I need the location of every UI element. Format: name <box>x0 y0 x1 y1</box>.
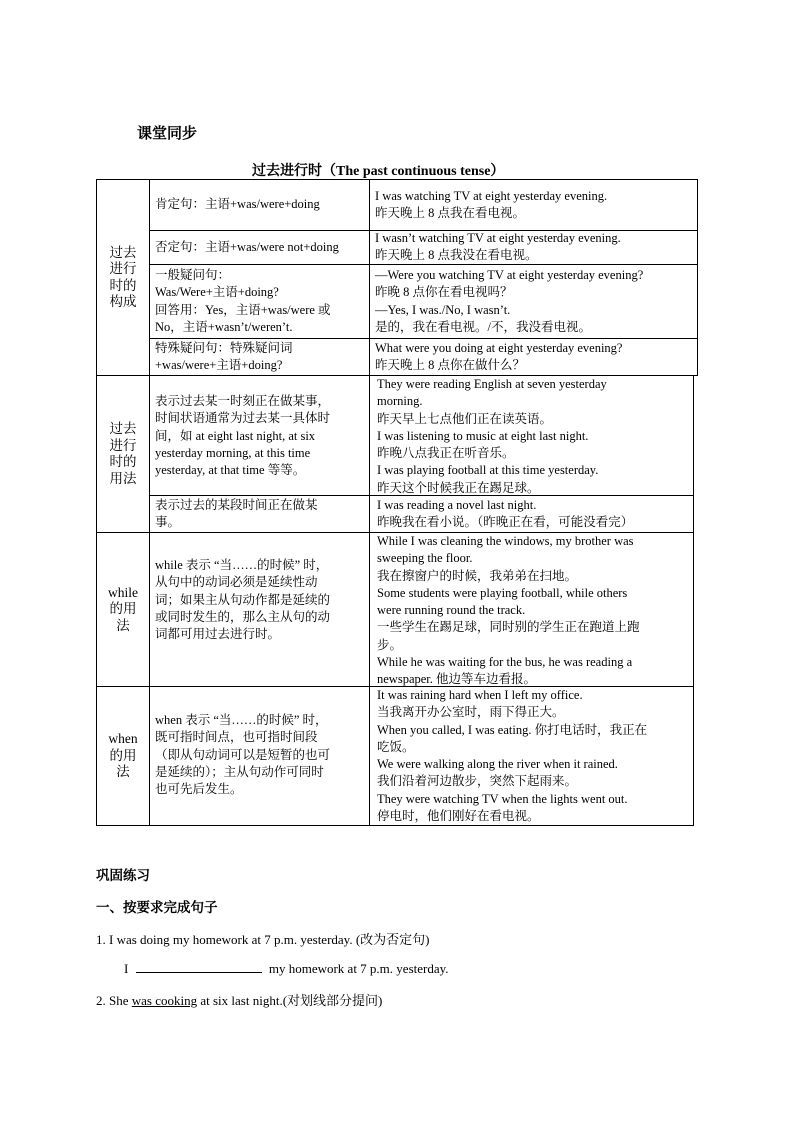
question-2 <box>96 990 382 1009</box>
usage-rule-1 <box>155 393 367 479</box>
example-line: sweeping the floor. <box>377 551 473 566</box>
example-line: newspaper. 他边等车边看报。 <box>377 672 537 687</box>
example-line: were running round the track. <box>377 603 526 618</box>
usage-rule-2 <box>155 497 367 532</box>
example-line: We were walking along the river when it rained. <box>377 757 618 772</box>
example-line: 昨晚八点我正在听音乐。 <box>377 446 515 461</box>
example-line: 我们沿着河边散步，突然下起雨来。 <box>377 774 578 789</box>
example-line: They were reading English at seven yesterday <box>377 377 607 391</box>
structure-rule-4 <box>155 340 367 375</box>
example-line: —Were you watching TV at eight yesterday evening? <box>375 268 644 282</box>
rule-line: 否定句：主语+was/were not+doing <box>155 240 339 254</box>
rule-line: +was/were+主语+doing? <box>155 358 283 373</box>
answer-end: my homework at 7 p.m. yesterday. <box>268 961 449 976</box>
category-when-label: when的用法 <box>108 731 138 780</box>
rule-line: 表示过去某一时刻正在做某事， <box>155 394 331 408</box>
category-structure-label: 过去进行时的构成 <box>109 244 137 309</box>
example-line: When you called, I was eating. 你打电话时，我正在 <box>377 722 648 737</box>
section-title: 课堂同步 <box>137 126 198 142</box>
example-line: 昨天晚上 8 点我在看电视。 <box>375 206 526 221</box>
example-line: I was playing football at this time yesterday. <box>377 463 599 478</box>
rule-line: 事。 <box>155 515 181 530</box>
example-line: 昨天早上七点他们正在读英语。 <box>377 411 553 426</box>
when-rule <box>155 712 367 798</box>
structure-rule-3 <box>155 267 367 336</box>
example-line: They were watching TV when the lights went out. <box>377 791 628 806</box>
rule-line: 是延续的）；主从句动作可同时 <box>155 764 324 779</box>
rule-line: No，主语+wasn’t/weren’t. <box>155 319 293 334</box>
question-2-underlined: was cooking <box>131 993 198 1008</box>
example-line: It was raining hard when I left my office. <box>377 688 583 702</box>
rule-line: yesterday morning, at this time <box>155 445 311 460</box>
example-line: 停电时，他们刚好在看电视。 <box>377 809 540 824</box>
structure-rule-2 <box>155 239 369 256</box>
example-line: 是的，我在看电视。/不，我没看电视。 <box>375 319 591 334</box>
example-line: While I was cleaning the windows, my brother was <box>377 534 634 548</box>
question-1-answer-line <box>124 960 449 977</box>
while-example <box>377 533 691 689</box>
rule-line: 一般疑问句： <box>155 268 231 282</box>
structure-example-3 <box>375 267 695 336</box>
rule-line: （即从句动词可以是短暂的也可 <box>155 747 331 762</box>
answer-blank[interactable] <box>136 960 262 973</box>
rule-line: 回答用：Yes，主语+was/were 或 <box>155 302 331 317</box>
exercise-heading: 巩固练习 <box>96 868 150 883</box>
rule-line: 肯定句：主语+was/were+doing <box>155 197 320 211</box>
category-usage <box>97 376 149 532</box>
example-line: —Yes, I was./No, I wasn’t. <box>375 302 511 317</box>
rule-line: 词；如果主从句动作都是延续的 <box>155 592 331 607</box>
table-title: 过去进行时（The past continuous tense） <box>252 164 505 179</box>
question-2-prefix: 2. She <box>96 993 132 1008</box>
rule-line: 特殊疑问句：特殊疑问词 <box>155 341 293 355</box>
category-while-label: while的用法 <box>108 584 138 633</box>
category-while <box>97 533 149 686</box>
example-line: 我在擦窗户的时候，我弟弟在扫地。 <box>377 568 578 583</box>
structure-rule-1 <box>155 196 367 213</box>
example-line: 昨晚 8 点你在看电视吗？ <box>375 285 513 300</box>
exercise-part1-heading: 一、按要求完成句子 <box>96 900 218 915</box>
rule-line: 从句中的动词必须是延续性动 <box>155 575 318 590</box>
when-example <box>377 687 691 825</box>
question-2-suffix: at six last night.(对划线部分提问) <box>197 993 383 1008</box>
example-line: I was watching TV at eight yesterday evening. <box>375 189 608 203</box>
example-line: 当我离开办公室时，雨下得正大。 <box>377 705 565 720</box>
example-line: What were you doing at eight yesterday evening? <box>375 341 623 355</box>
question-1: 1. I was doing my homework at 7 p.m. yesterday. (改为否定句) <box>96 932 430 947</box>
example-line: 昨天这个时候我正在踢足球。 <box>377 480 540 495</box>
example-line: 昨天晚上 8 点你在做什么？ <box>375 358 526 373</box>
structure-example-2 <box>375 230 695 265</box>
rule-line: 词都可用过去进行时。 <box>155 627 281 642</box>
rule-line: when 表示 “当……的时候” 时， <box>155 713 328 727</box>
category-when <box>97 687 149 825</box>
usage-example-1 <box>377 376 691 497</box>
while-rule <box>155 557 367 643</box>
example-line: 昨天晚上 8 点我没在看电视。 <box>375 248 538 263</box>
example-line: Some students were playing football, while others <box>377 585 628 600</box>
example-line: 步。 <box>377 637 403 652</box>
rule-line: 间，如 at eight last night, at six <box>155 428 316 443</box>
rule-line: Was/Were+主语+doing? <box>155 285 279 300</box>
structure-example-1 <box>375 188 695 223</box>
rule-line: 也可先后发生。 <box>155 782 243 797</box>
rule-line: 表示过去的某段时间正在做某 <box>155 498 318 512</box>
category-usage-label: 过去进行时的用法 <box>109 421 137 486</box>
answer-start: I <box>124 961 129 976</box>
rule-line: while 表示 “当……的时候” 时， <box>155 558 329 572</box>
example-line: 吃饭。 <box>377 739 415 754</box>
example-line: 昨晚我在看小说。（昨晚正在看，可能没看完） <box>377 515 634 530</box>
structure-example-4 <box>375 340 695 375</box>
example-line: I was listening to music at eight last night. <box>377 428 589 443</box>
example-line: morning. <box>377 394 423 409</box>
rule-line: 时间状语通常为过去某一具体时 <box>155 411 331 426</box>
rule-line: 既可指时间点，也可指时间段 <box>155 730 318 745</box>
example-line: While he was waiting for the bus, he was reading a <box>377 655 633 670</box>
rule-line: yesterday, at that time 等等。 <box>155 463 306 478</box>
usage-example-2 <box>377 497 691 532</box>
example-line: I wasn’t watching TV at eight yesterday evening. <box>375 231 621 245</box>
category-structure <box>97 180 149 375</box>
example-line: 一些学生在踢足球，同时别的学生正在跑道上跑 <box>377 620 640 635</box>
example-line: I was reading a novel last night. <box>377 498 537 512</box>
rule-line: 或同时发生的，那么主从句的动 <box>155 609 331 624</box>
